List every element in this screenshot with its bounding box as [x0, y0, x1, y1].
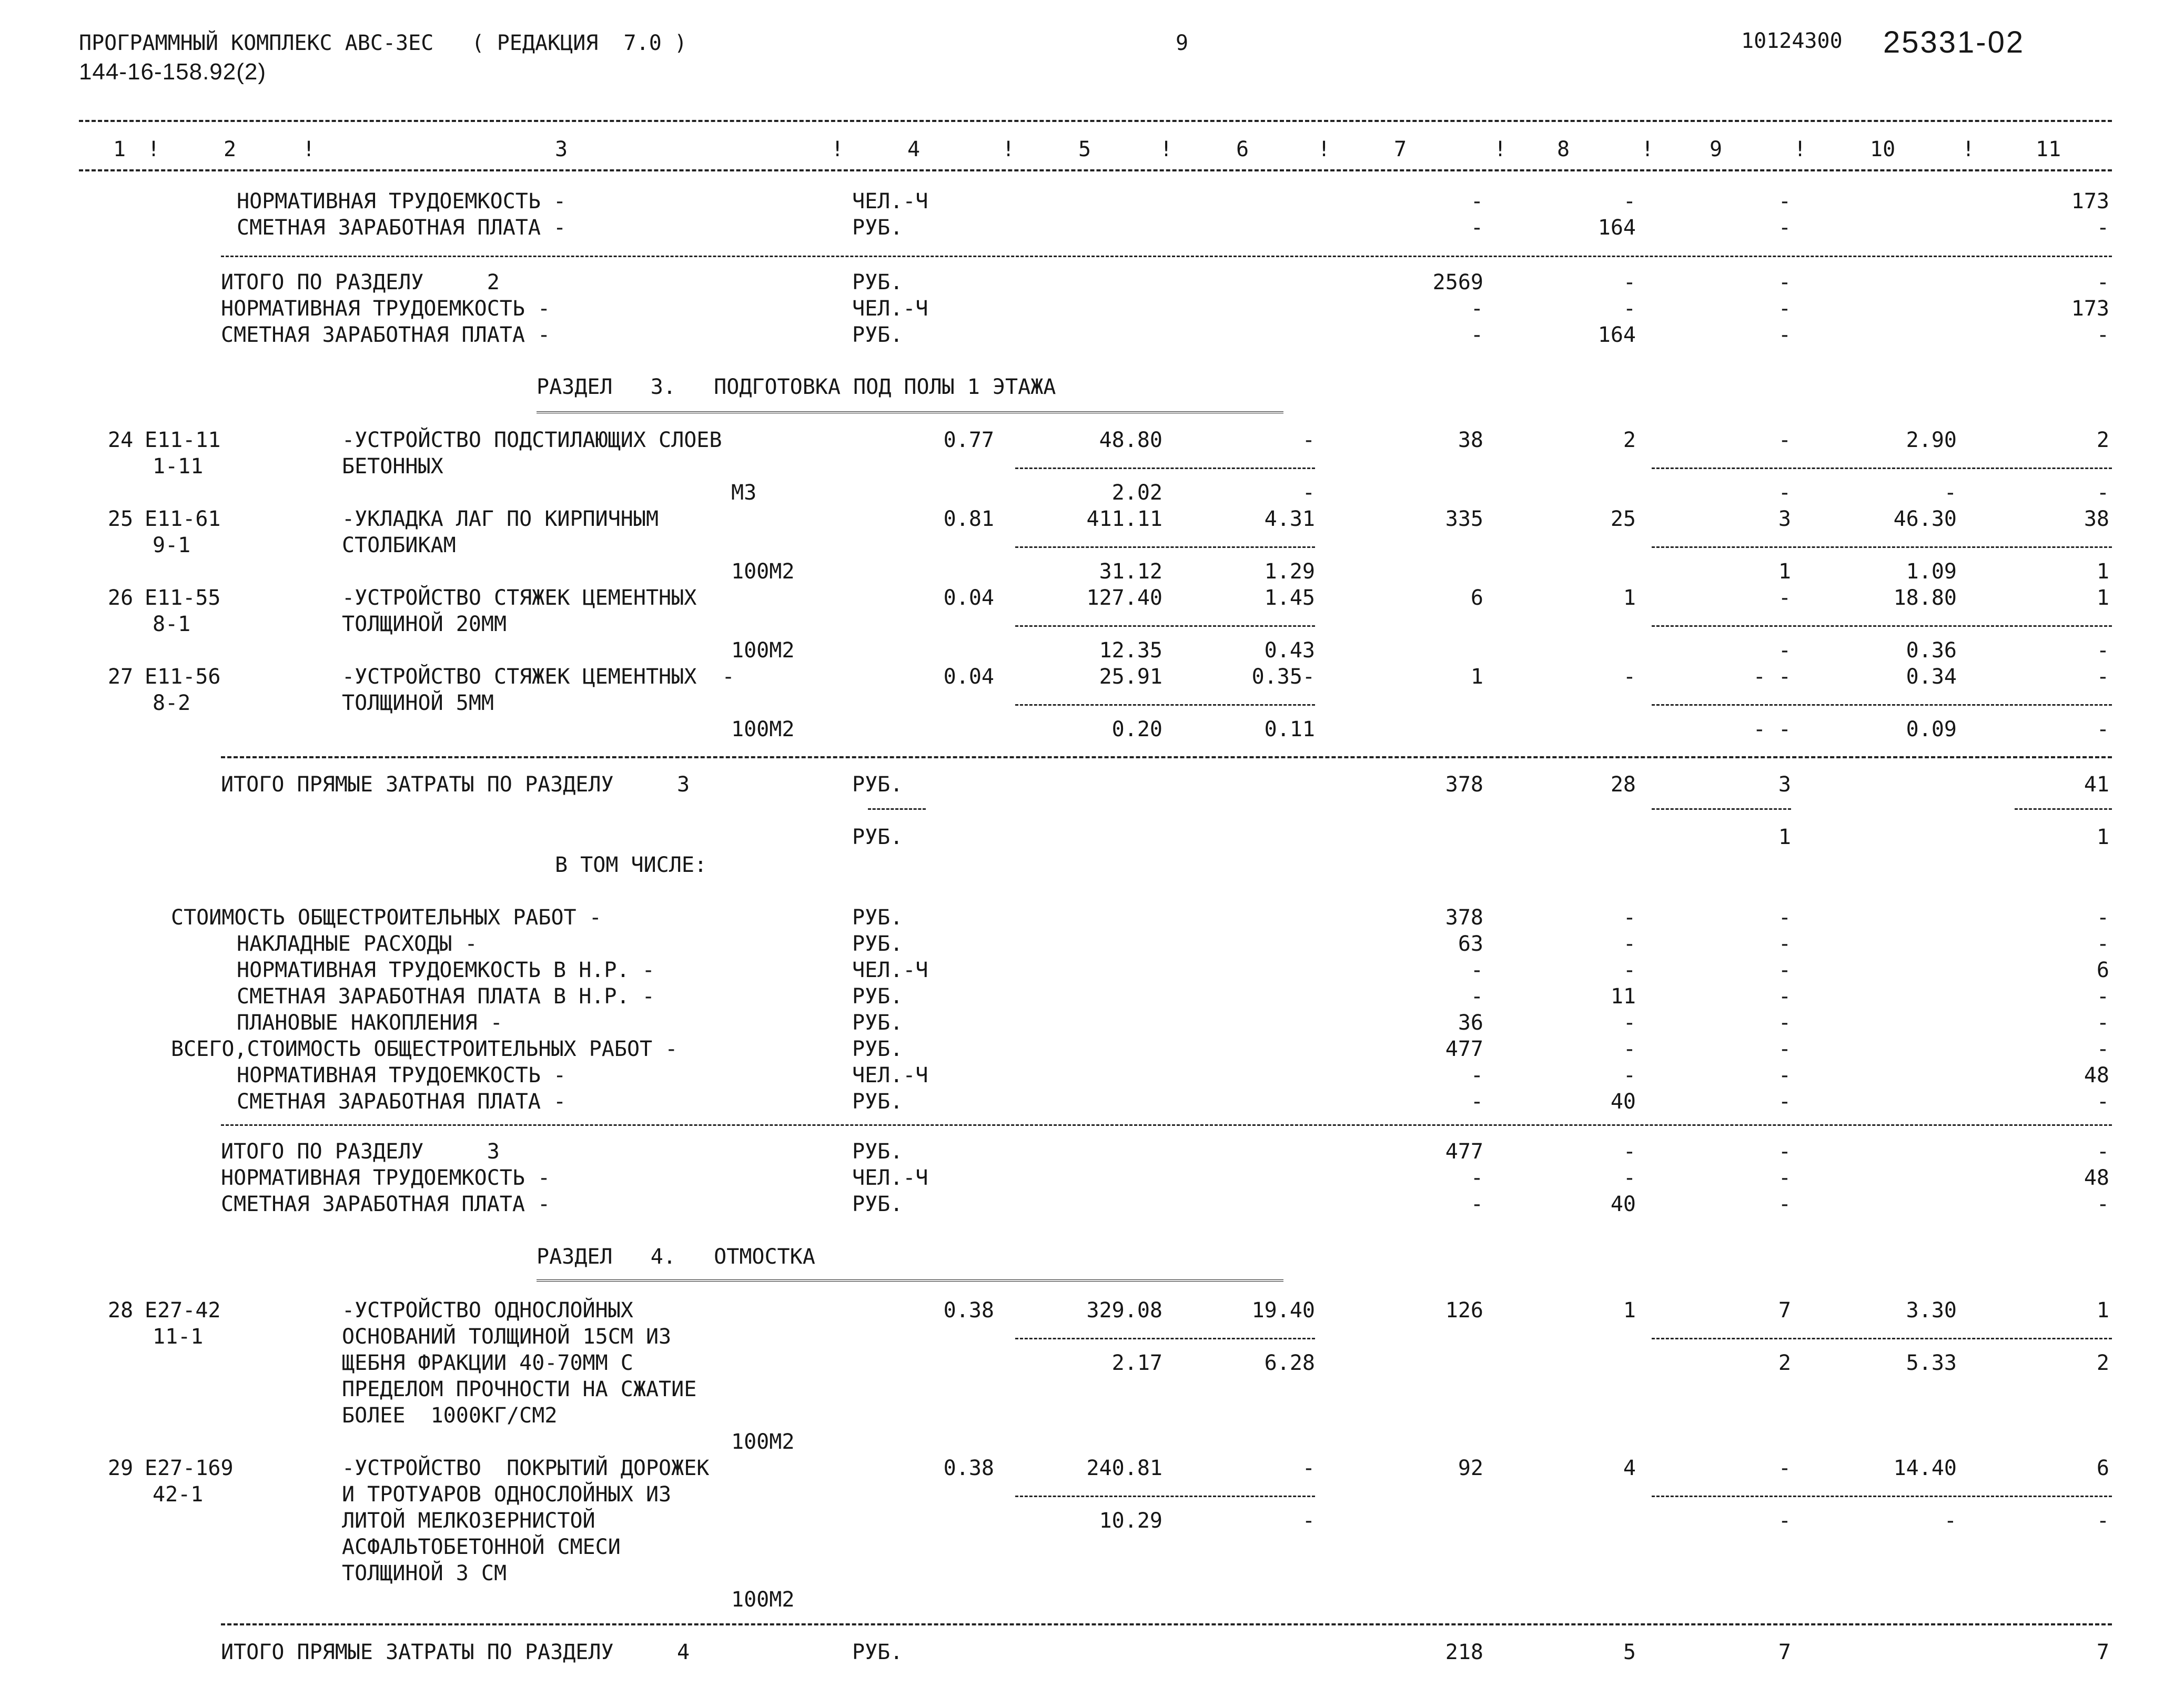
item-c8: 1 [1623, 1298, 1636, 1323]
item-description: -УСТРОЙСТВО СТЯЖЕК ЦЕМЕНТНЫХ - [342, 665, 735, 689]
item-price-wage: 31.12 [1099, 560, 1162, 584]
item-unit: 100М2 [731, 560, 795, 584]
item-number: 25 [108, 507, 134, 531]
item-description: ТОЛЩИНОЙ 3 СМ [342, 1561, 507, 1585]
item-code: Е11-56 [145, 665, 221, 689]
row-c9: - [1778, 297, 1791, 321]
row-c11: - [2096, 932, 2109, 956]
row-label: СМЕТНАЯ ЗАРАБОТНАЯ ПЛАТА - [221, 1192, 551, 1216]
total-direct-c11-wage: 1 [2096, 825, 2109, 849]
column-separator: ! [1794, 137, 1807, 161]
row-c8: - [1623, 932, 1636, 956]
column-header-1: 1 [113, 137, 126, 161]
row-label: ИТОГО ПО РАЗДЕЛУ 2 [221, 270, 500, 294]
row-c11: - [2096, 1037, 2109, 1061]
section-3-title: РАЗДЕЛ 3. ПОДГОТОВКА ПОД ПОЛЫ 1 ЭТАЖА [537, 375, 1056, 399]
column-header-10: 10 [1870, 137, 1896, 161]
item-price-machine: 0.35- [1251, 665, 1315, 689]
row-c7: - [1470, 297, 1483, 321]
row-c11: - [2096, 1140, 2109, 1164]
item-code: Е27-42 [145, 1298, 221, 1323]
doc-number: 10124300 [1741, 29, 1843, 53]
row-c9: - [1778, 906, 1791, 930]
item-description: БОЛЕЕ 1000КГ/СМ2 [342, 1404, 558, 1428]
item-quantity: 0.04 [943, 665, 994, 689]
column-header-7: 7 [1394, 137, 1407, 161]
row-c8: - [1623, 1166, 1636, 1190]
row-c8: - [1623, 297, 1636, 321]
column-separator: ! [1002, 137, 1015, 161]
cost-split-rule [1652, 467, 2112, 469]
item-c7: 126 [1445, 1298, 1483, 1323]
item-description: СТОЛБИКАМ [342, 533, 456, 557]
row-c9: - [1778, 958, 1791, 982]
item-price-wage: 12.35 [1099, 638, 1162, 663]
column-header-5: 5 [1078, 137, 1091, 161]
row-c7: 477 [1445, 1140, 1483, 1164]
row-label: СМЕТНАЯ ЗАРАБОТНАЯ ПЛАТА В Н.Р. - [237, 984, 655, 1009]
item-c11: 6 [2096, 1456, 2109, 1480]
item-number: 24 [108, 428, 134, 452]
item-c10: 46.30 [1893, 507, 1957, 531]
total-direct-c8: 28 [1610, 772, 1636, 797]
row-label: ВСЕГО,СТОИМОСТЬ ОБЩЕСТРОИТЕЛЬНЫХ РАБОТ - [171, 1037, 678, 1061]
price-split-rule [1015, 704, 1315, 706]
item-price-machine: 19.40 [1251, 1298, 1315, 1323]
row-c11: 48 [2084, 1063, 2109, 1087]
column-separator: ! [1494, 137, 1507, 161]
row-c8: - [1623, 270, 1636, 294]
item-c11-wage: 1 [2096, 560, 2109, 584]
row-c9: - [1778, 1140, 1791, 1164]
row-c9: - [1778, 216, 1791, 240]
item-description: -УСТРОЙСТВО ПОДСТИЛАЮЩИХ СЛОЕВ [342, 428, 722, 452]
item-c11: 38 [2084, 507, 2109, 531]
row-c11: - [2096, 1192, 2109, 1216]
row-c8: 11 [1610, 984, 1636, 1009]
column-separator: ! [1641, 137, 1654, 161]
row-unit: ЧЕЛ.-Ч [852, 297, 928, 321]
total-direct-4-c8: 5 [1623, 1640, 1636, 1664]
item-c11-wage: - [2096, 638, 2109, 663]
item-c11-wage: - [2096, 717, 2109, 741]
row-c11: - [2096, 1090, 2109, 1114]
item-c9-wage: 1 [1778, 560, 1791, 584]
item-c11: 2 [2096, 428, 2109, 452]
item-c8: - [1623, 665, 1636, 689]
item-description: -УСТРОЙСТВО СТЯЖЕК ЦЕМЕНТНЫХ [342, 586, 697, 610]
item-code: Е11-61 [145, 507, 221, 531]
row-c8: - [1623, 906, 1636, 930]
item-c9: - [1778, 428, 1791, 452]
column-separator: ! [831, 137, 844, 161]
row-c7: - [1470, 189, 1483, 214]
section-3-items-end-rule [221, 756, 2112, 758]
item-c9: - [1778, 586, 1791, 610]
row-unit: ЧЕЛ.-Ч [852, 189, 928, 214]
total-direct-c9: 3 [1778, 772, 1791, 797]
item-description: ЩЕБНЯ ФРАКЦИИ 40-70ММ С [342, 1351, 633, 1375]
item-description: И ТРОТУАРОВ ОДНОСЛОЙНЫХ ИЗ [342, 1482, 672, 1507]
item-price-wage: 10.29 [1099, 1509, 1162, 1533]
price-split-rule [1015, 1338, 1315, 1339]
item-c10-wage: 0.09 [1906, 717, 1957, 741]
item-description: ТОЛЩИНОЙ 20ММ [342, 612, 507, 636]
row-label: НОРМАТИВНАЯ ТРУДОЕМКОСТЬ - [221, 297, 551, 321]
section-4-items-end-rule [221, 1623, 2112, 1625]
row-c11: 6 [2096, 958, 2109, 982]
row-c11: - [2096, 906, 2109, 930]
item-c10: 0.34 [1906, 665, 1957, 689]
item-price-machine: - [1302, 1456, 1315, 1480]
price-split-rule [1015, 1496, 1315, 1497]
row-c9: - [1778, 270, 1791, 294]
item-price-total: 329.08 [1086, 1298, 1162, 1323]
item-c10: 14.40 [1893, 1456, 1957, 1480]
row-c8: - [1623, 1037, 1636, 1061]
column-header-4: 4 [907, 137, 921, 161]
price-split-rule [1015, 625, 1315, 627]
item-quantity: 0.38 [943, 1298, 994, 1323]
item-c8: 2 [1623, 428, 1636, 452]
item-c11-wage: - [2096, 481, 2109, 505]
row-c8: - [1623, 1140, 1636, 1164]
row-c9: - [1778, 932, 1791, 956]
row-c7: - [1470, 1063, 1483, 1087]
item-c7: 1 [1470, 665, 1483, 689]
cost-split-rule [1652, 1496, 2112, 1497]
total-direct-label: ИТОГО ПРЯМЫЕ ЗАТРАТЫ ПО РАЗДЕЛУ 3 [221, 772, 690, 797]
item-number: 26 [108, 586, 134, 610]
column-separator: ! [1962, 137, 1975, 161]
item-description: ТОЛЩИНОЙ 5ММ [342, 691, 494, 715]
row-c7: 63 [1458, 932, 1483, 956]
unit-split-rule [868, 808, 926, 810]
row-c11: - [2096, 216, 2109, 240]
row-label: СМЕТНАЯ ЗАРАБОТНАЯ ПЛАТА - [237, 216, 567, 240]
total-direct-unit: РУБ. [852, 772, 903, 797]
row-unit: РУБ. [852, 1140, 903, 1164]
row-c11: - [2096, 984, 2109, 1009]
item-c10-wage: - [1944, 1509, 1957, 1533]
row-c7: 378 [1445, 906, 1483, 930]
c11-split-rule [2015, 808, 2112, 810]
row-unit: РУБ. [852, 270, 903, 294]
item-c8: 4 [1623, 1456, 1636, 1480]
row-c11: 173 [2071, 189, 2109, 214]
row-unit: ЧЕЛ.-Ч [852, 1166, 928, 1190]
column-separator: ! [1160, 137, 1173, 161]
price-split-rule [1015, 467, 1315, 469]
row-unit: РУБ. [852, 1192, 903, 1216]
item-price-machine-wage: - [1302, 1509, 1315, 1533]
column-header-11: 11 [2036, 137, 2061, 161]
row-c9: - [1778, 1037, 1791, 1061]
row-c7: - [1470, 958, 1483, 982]
cost-split-rule [1652, 625, 2112, 627]
row-c7: - [1470, 1166, 1483, 1190]
item-price-machine-wage: 0.11 [1264, 717, 1315, 741]
item-price-wage: 2.02 [1111, 481, 1162, 505]
item-description: -УСТРОЙСТВО ОДНОСЛОЙНЫХ [342, 1298, 633, 1323]
item-price-machine: - [1302, 428, 1315, 452]
section-4-title-rule [537, 1279, 1283, 1285]
item-price-wage: 2.17 [1111, 1351, 1162, 1375]
item-unit: М3 [731, 481, 757, 505]
item-code-2: 9-1 [153, 533, 191, 557]
c9-split-rule [1652, 808, 1791, 810]
column-header-6: 6 [1236, 137, 1249, 161]
section-4-title: РАЗДЕЛ 4. ОТМОСТКА [537, 1245, 815, 1269]
column-separator: ! [302, 137, 316, 161]
including-label: В ТОМ ЧИСЛЕ: [555, 853, 707, 877]
item-code-2: 42-1 [153, 1482, 204, 1507]
item-description: АСФАЛЬТОБЕТОННОЙ СМЕСИ [342, 1535, 621, 1559]
item-code-2: 8-1 [153, 612, 191, 636]
item-c9-wage: - [1778, 1509, 1791, 1533]
item-description: ЛИТОЙ МЕЛКОЗЕРНИСТОЙ [342, 1509, 595, 1533]
row-label: НАКЛАДНЫЕ РАСХОДЫ - [237, 932, 478, 956]
row-label: НОРМАТИВНАЯ ТРУДОЕМКОСТЬ - [221, 1166, 551, 1190]
row-c11: - [2096, 323, 2109, 347]
item-c9-wage: - - [1753, 717, 1791, 741]
row-label: НОРМАТИВНАЯ ТРУДОЕМКОСТЬ - [237, 189, 567, 214]
row-unit: РУБ. [852, 932, 903, 956]
item-c10-wage: 0.36 [1906, 638, 1957, 663]
subtotal-rule [221, 256, 2112, 257]
row-c9: - [1778, 323, 1791, 347]
total-direct-unit-wage: РУБ. [852, 825, 903, 849]
row-c7: 2569 [1432, 270, 1483, 294]
item-description: БЕТОННЫХ [342, 454, 443, 479]
row-c9: - [1778, 189, 1791, 214]
section-3-title-rule [537, 411, 1283, 416]
item-description: -УКЛАДКА ЛАГ ПО КИРПИЧНЫМ [342, 507, 659, 531]
cost-split-rule [1652, 704, 2112, 706]
row-unit: РУБ. [852, 1037, 903, 1061]
item-c9-wage: - [1778, 638, 1791, 663]
row-unit: РУБ. [852, 1011, 903, 1035]
item-c7: 335 [1445, 507, 1483, 531]
item-unit: 100М2 [731, 1430, 795, 1454]
total-direct-c7: 378 [1445, 772, 1483, 797]
item-price-machine: 1.45 [1264, 586, 1315, 610]
row-c8: 164 [1597, 216, 1636, 240]
column-separator: ! [147, 137, 160, 161]
column-header-9: 9 [1710, 137, 1723, 161]
item-code-2: 8-2 [153, 691, 191, 715]
row-c8: - [1623, 1063, 1636, 1087]
item-price-machine-wage: - [1302, 481, 1315, 505]
item-price-total: 240.81 [1086, 1456, 1162, 1480]
row-c9: - [1778, 984, 1791, 1009]
item-quantity: 0.77 [943, 428, 994, 452]
total-direct-4-c9: 7 [1778, 1640, 1791, 1664]
row-c8: - [1623, 189, 1636, 214]
row-c8: - [1623, 958, 1636, 982]
item-price-machine-wage: 6.28 [1264, 1351, 1315, 1375]
row-c7: - [1470, 216, 1483, 240]
row-c9: - [1778, 1192, 1791, 1216]
item-price-wage: 0.20 [1111, 717, 1162, 741]
item-description: ПРЕДЕЛОМ ПРОЧНОСТИ НА СЖАТИЕ [342, 1377, 697, 1401]
item-number: 28 [108, 1298, 134, 1323]
item-c10: 3.30 [1906, 1298, 1957, 1323]
item-c10-wage: 5.33 [1906, 1351, 1957, 1375]
row-c7: 36 [1458, 1011, 1483, 1035]
row-c8: 164 [1597, 323, 1636, 347]
item-price-machine: 4.31 [1264, 507, 1315, 531]
item-code: Е11-55 [145, 586, 221, 610]
cost-split-rule [1652, 546, 2112, 548]
item-c8: 1 [1623, 586, 1636, 610]
row-unit: ЧЕЛ.-Ч [852, 1063, 928, 1087]
total-direct-4-c11: 7 [2096, 1640, 2109, 1664]
total-direct-c11: 41 [2084, 772, 2109, 797]
item-quantity: 0.38 [943, 1456, 994, 1480]
row-label: СТОИМОСТЬ ОБЩЕСТРОИТЕЛЬНЫХ РАБОТ - [171, 906, 602, 930]
item-price-total: 25.91 [1099, 665, 1162, 689]
item-unit: 100М2 [731, 1588, 795, 1612]
column-header-3: 3 [555, 137, 568, 161]
item-description: -УСТРОЙСТВО ПОКРЫТИЙ ДОРОЖЕК [342, 1456, 710, 1480]
item-price-total: 411.11 [1086, 507, 1162, 531]
item-c7: 38 [1458, 428, 1483, 452]
item-c11: 1 [2096, 586, 2109, 610]
row-label: СМЕТНАЯ ЗАРАБОТНАЯ ПЛАТА - [237, 1090, 567, 1114]
item-price-total: 48.80 [1099, 428, 1162, 452]
row-unit: РУБ. [852, 1090, 903, 1114]
item-quantity: 0.04 [943, 586, 994, 610]
row-c7: - [1470, 1090, 1483, 1114]
item-c10-wage: - [1944, 481, 1957, 505]
row-c11: 48 [2084, 1166, 2109, 1190]
total-direct-4-c7: 218 [1445, 1640, 1483, 1664]
column-header-8: 8 [1557, 137, 1570, 161]
row-c8: 40 [1610, 1090, 1636, 1114]
item-c11: 1 [2096, 1298, 2109, 1323]
item-price-machine-wage: 1.29 [1264, 560, 1315, 584]
header-rule [79, 169, 2112, 171]
row-c7: - [1470, 323, 1483, 347]
row-unit: РУБ. [852, 984, 903, 1009]
item-price-machine-wage: 0.43 [1264, 638, 1315, 663]
item-quantity: 0.81 [943, 507, 994, 531]
code-line: 144-16-158.92(2) [79, 59, 267, 85]
row-label: НОРМАТИВНАЯ ТРУДОЕМКОСТЬ В Н.Р. - [237, 958, 655, 982]
row-label: ПЛАНОВЫЕ НАКОПЛЕНИЯ - [237, 1011, 503, 1035]
doc-suffix: 25331-02 [1883, 25, 2025, 59]
item-c9: - [1778, 1456, 1791, 1480]
item-c9-wage: 2 [1778, 1351, 1791, 1375]
row-c8: 40 [1610, 1192, 1636, 1216]
item-c10: 18.80 [1893, 586, 1957, 610]
page-number: 9 [1176, 31, 1189, 55]
program-title: ПРОГРАММНЫЙ КОМПЛЕКС АВС-3ЕС ( РЕДАКЦИЯ 7.0 ) [79, 31, 687, 55]
row-label: ИТОГО ПО РАЗДЕЛУ 3 [221, 1140, 500, 1164]
row-label: НОРМАТИВНАЯ ТРУДОЕМКОСТЬ - [237, 1063, 567, 1087]
cost-split-rule [1652, 1338, 2112, 1339]
row-c7: - [1470, 984, 1483, 1009]
row-c9: - [1778, 1011, 1791, 1035]
total-direct-4-unit: РУБ. [852, 1640, 903, 1664]
item-c9: 3 [1778, 507, 1791, 531]
item-c11-wage: 2 [2096, 1351, 2109, 1375]
row-unit: РУБ. [852, 323, 903, 347]
row-label: СМЕТНАЯ ЗАРАБОТНАЯ ПЛАТА - [221, 323, 551, 347]
item-code: Е27-169 [145, 1456, 234, 1480]
item-c10-wage: 1.09 [1906, 560, 1957, 584]
item-number: 29 [108, 1456, 134, 1480]
item-code-2: 11-1 [153, 1325, 204, 1349]
top-rule [79, 120, 2112, 122]
item-code: Е11-11 [145, 428, 221, 452]
item-c7: 92 [1458, 1456, 1483, 1480]
item-unit: 100М2 [731, 717, 795, 741]
breakdown-end-rule [221, 1124, 2112, 1126]
item-c10: 2.90 [1906, 428, 1957, 452]
row-c7: 477 [1445, 1037, 1483, 1061]
row-c11: 173 [2071, 297, 2109, 321]
total-direct-c9-wage: 1 [1778, 825, 1791, 849]
item-c11-wage: - [2096, 1509, 2109, 1533]
item-c9: 7 [1778, 1298, 1791, 1323]
item-unit: 100М2 [731, 638, 795, 663]
row-c8: - [1623, 1011, 1636, 1035]
row-c9: - [1778, 1090, 1791, 1114]
item-price-total: 127.40 [1086, 586, 1162, 610]
column-separator: ! [1318, 137, 1331, 161]
row-c11: - [2096, 270, 2109, 294]
item-code-2: 1-11 [153, 454, 204, 479]
row-c9: - [1778, 1166, 1791, 1190]
item-c9: - - [1753, 665, 1791, 689]
row-unit: РУБ. [852, 216, 903, 240]
row-unit: ЧЕЛ.-Ч [852, 958, 928, 982]
row-c9: - [1778, 1063, 1791, 1087]
row-unit: РУБ. [852, 906, 903, 930]
row-c11: - [2096, 1011, 2109, 1035]
price-split-rule [1015, 546, 1315, 548]
item-c7: 6 [1470, 586, 1483, 610]
item-description: ОСНОВАНИЙ ТОЛЩИНОЙ 15СМ ИЗ [342, 1325, 672, 1349]
row-c7: - [1470, 1192, 1483, 1216]
item-c11: - [2096, 665, 2109, 689]
item-c8: 25 [1610, 507, 1636, 531]
total-direct-4-label: ИТОГО ПРЯМЫЕ ЗАТРАТЫ ПО РАЗДЕЛУ 4 [221, 1640, 690, 1664]
item-c9-wage: - [1778, 481, 1791, 505]
column-header-2: 2 [224, 137, 237, 161]
item-number: 27 [108, 665, 134, 689]
